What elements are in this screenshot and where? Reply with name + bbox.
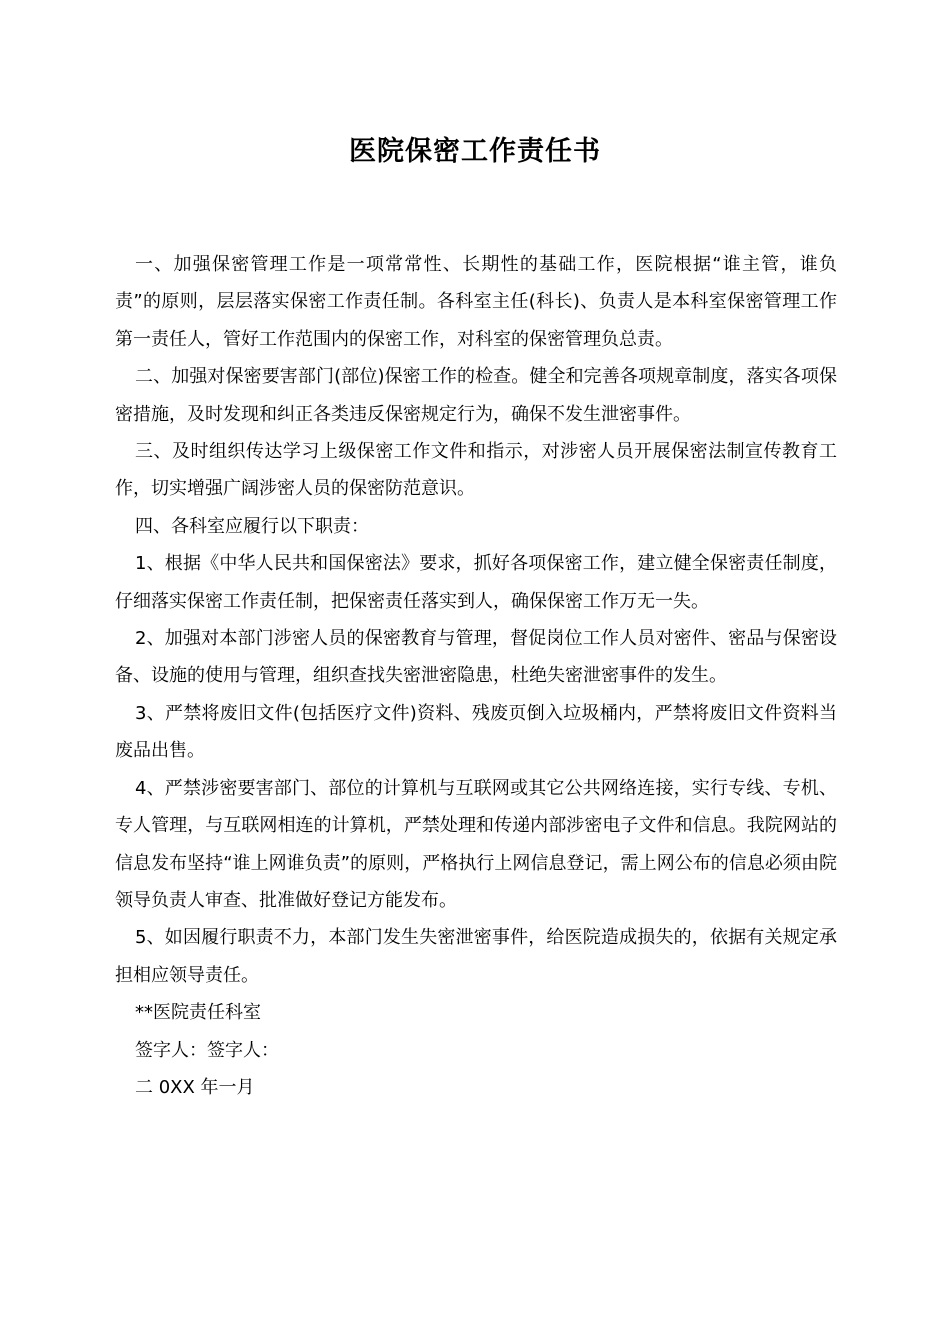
- document-body: [115, 246, 837, 1106]
- signature-signers: 签字人：签字人：: [135, 1039, 279, 1061]
- duty-item-5: 5、如因履行职责不力，本部门发生失密泄密事件，给医院造成损失的，依据有关规定承担相应领导责任。: [115, 927, 837, 986]
- signature-block: [115, 994, 837, 1106]
- document-title: 医院保密工作责任书: [349, 136, 601, 167]
- signature-department: **医院责任科室: [135, 1002, 261, 1024]
- paragraph-3: 三、及时组织传达学习上级保密工作文件和指示，对涉密人员开展保密法制宣传教育工作，切实增强广阔涉密人员的保密防范意识。: [115, 441, 837, 500]
- duty-item-3: 3、严禁将废旧文件(包括医疗文件)资料、残废页倒入垃圾桶内，严禁将废旧文件资料当废品出售。: [115, 702, 837, 762]
- duty-item-4: 4、严禁涉密要害部门、部位的计算机与互联网或其它公共网络连接，实行专线、专机、专人管理，与互联网相连的计算机，严禁处理和传递内部涉密电子文件和信息。我院网站的信息发布坚持“谁上网谁负责”的原则，严格执行上网信息登记，需上网公布的信息必须由院领导负责人审查、批准做好登记方能发布。: [115, 777, 837, 911]
- paragraph-4: 四、各科室应履行以下职责：: [135, 515, 369, 537]
- signature-date: 二 0XX 年一月: [135, 1076, 255, 1098]
- duty-item-1: 1、根据《中华人民共和国保密法》要求，抓好各项保密工作，建立健全保密责任制度，仔细落实保密工作责任制，把保密责任落实到人，确保保密工作万无一失。: [115, 553, 837, 612]
- duty-item-2: 2、加强对本部门涉密人员的保密教育与管理，督促岗位工作人员对密件、密品与保密设备、设施的使用与管理，组织查找失密泄密隐患，杜绝失密泄密事件的发生。: [115, 628, 837, 687]
- paragraph-1: 一、加强保密管理工作是一项常常性、长期性的基础工作，医院根据“谁主管，谁负责”的原则，层层落实保密工作责任制。各科室主任(科长)、负责人是本科室保密管理工作第一责任人，管好工作范围内的保密工作，对科室的保密管理负总责。: [115, 254, 837, 350]
- paragraph-2: 二、加强对保密要害部门(部位)保密工作的检查。健全和完善各项规章制度，落实各项保密措施，及时发现和纠正各类违反保密规定行为，确保不发生泄密事件。: [115, 366, 837, 425]
